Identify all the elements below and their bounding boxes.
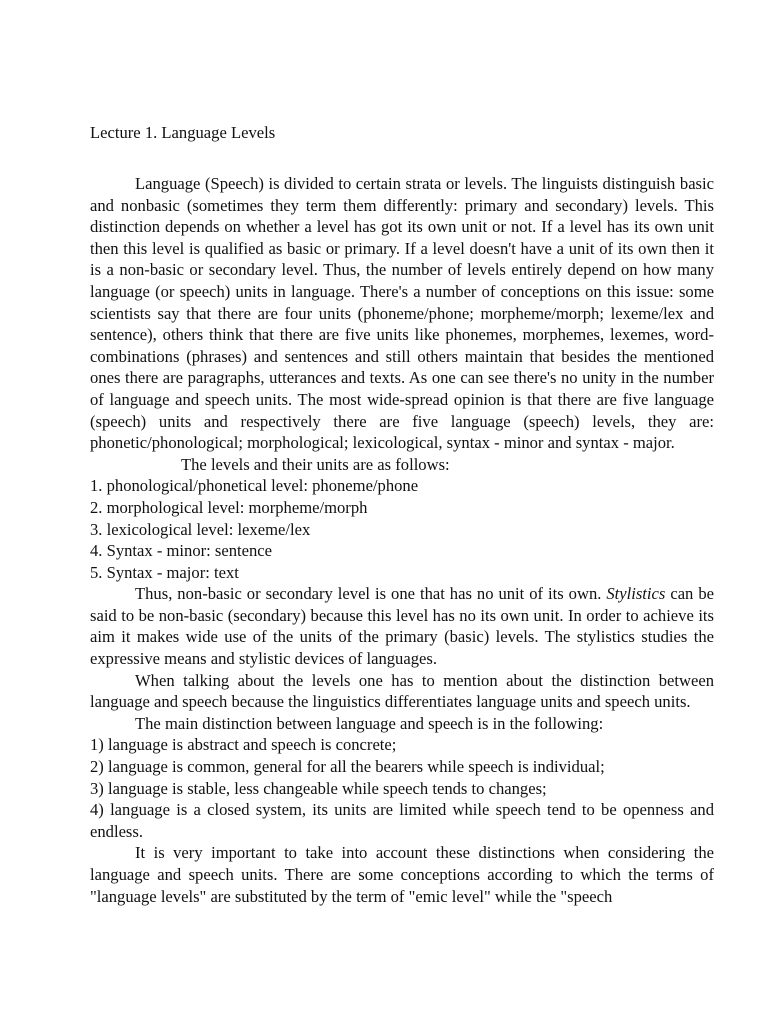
lecture-title: Lecture 1. Language Levels — [90, 123, 276, 142]
paragraph-stylistics-end: can be said to be non-basic (secondary) because this level has no its own unit. In order to achieve its aim it makes wide use of the units of the primary (basic) levels. The stylistics studies the expressive means and stylistic devices of languages. — [90, 584, 714, 669]
paragraph-levels-overview: Language (Speech) is divided to certain strata or levels. The linguists distinguish basic and nonbasic (sometimes they term them differently: primary and secondary) levels. This distinction depends on whether a level has got its own unit or not. If a level has its own unit then this level is qualified as basic or primary. If a level doesn't have a unit of its own then it is a non-basic or secondary level. Thus, the number of levels entirely depend on how many language (or speech) units in language. There's a number of conceptions on this issue: some scientists say that there are four units (phoneme/phone; morpheme/morph; lexeme/lex and sentence), others think that there are five units like phonemes, morphemes, lexemes, word-combinations (phrases) and sentences and still others maintain that besides the mentioned ones there are paragraphs, utterances and texts. As one can see there's no unity in the number of language and speech units. The most wide-spread opinion is that there are five language (speech) units and respectively there are five language (speech) levels, they are: phonetic/phonological; morphological; lexicological, syntax - minor and syntax - major. — [90, 174, 714, 453]
document-body — [90, 173, 714, 907]
paragraph-stylistics — [90, 583, 714, 669]
paragraph-language-speech: When talking about the levels one has to mention about the distinction between language and speech because the linguistics differentiates language units and speech units. — [90, 670, 714, 712]
stylistics-term: Stylistics — [606, 584, 666, 604]
distinctions-list — [90, 734, 714, 842]
levels-list — [90, 475, 714, 583]
distinction-item: 2) language is common, general for all the bearers while speech is individual; — [90, 757, 605, 777]
distinction-item: 4) language is a closed system, its units are limited while speech tend to be openness and endless. — [90, 800, 714, 841]
distinction-item: 3) language is stable, less changeable while speech tends to changes; — [90, 778, 547, 798]
paragraph-stylistics-start: Thus, non-basic or secondary level is one that has no unit of its own. — [135, 584, 607, 604]
levels-list-item: 5. Syntax - major: text — [90, 562, 239, 582]
distinction-item: 1) language is abstract and speech is concrete; — [90, 735, 397, 755]
paragraph-main-distinction: The main distinction between language and speech is in the following: — [135, 713, 604, 733]
levels-list-item: 2. morphological level: morpheme/morph — [90, 497, 368, 517]
paragraph-emic-level: It is very important to take into account these distinctions when considering the language and speech units. There are some conceptions according to which the terms of "language levels" are substituted by the term of "emic level" while the "speech — [90, 843, 714, 906]
levels-list-item: 3. lexicological level: lexeme/lex — [90, 519, 311, 539]
levels-intro: The levels and their units are as follows: — [181, 454, 450, 474]
levels-list-item: 1. phonological/phonetical level: phoneme/phone — [90, 476, 419, 496]
levels-list-item: 4. Syntax - minor: sentence — [90, 541, 273, 561]
